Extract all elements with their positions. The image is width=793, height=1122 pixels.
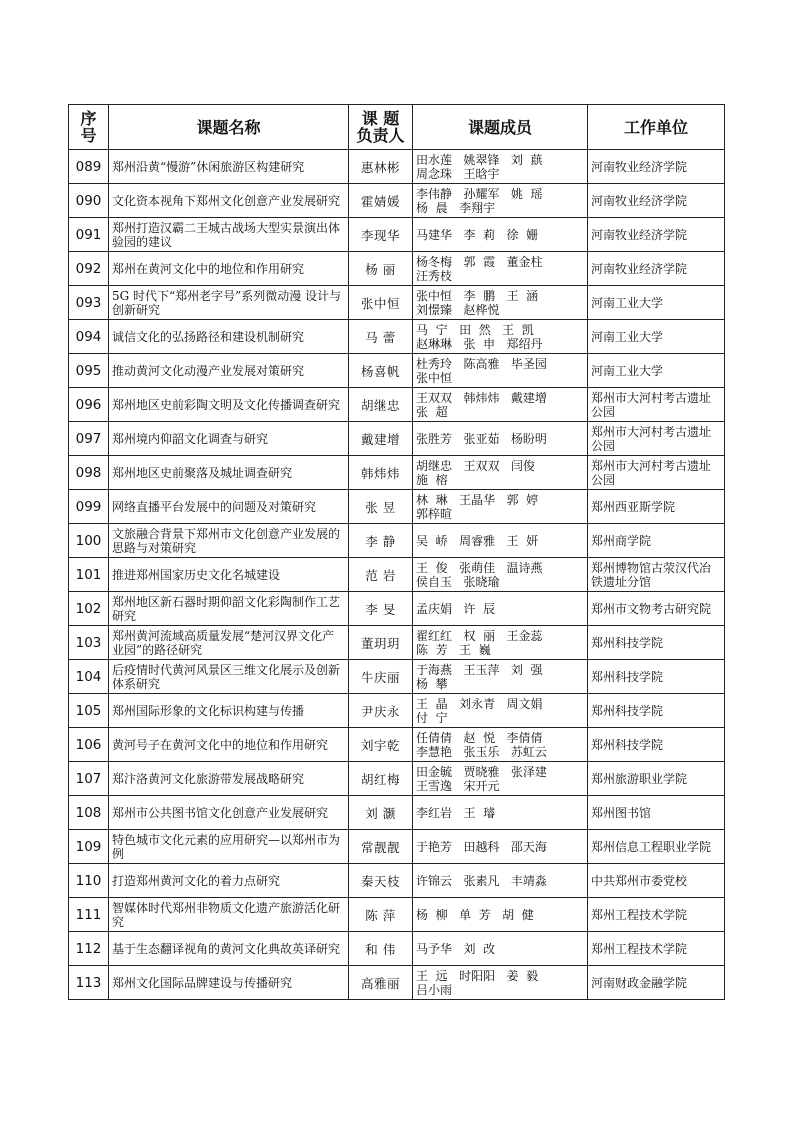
leader-name: 惠林彬 <box>349 150 413 184</box>
row-number: 102 <box>69 592 109 626</box>
table-row <box>69 252 725 286</box>
leader-name: 胡继忠 <box>349 388 413 422</box>
topic-name: 郑州沿黄“慢游”休闲旅游区构建研究 <box>109 150 349 184</box>
row-number: 098 <box>69 456 109 490</box>
work-unit: 郑州市大河村考古遗址公园 <box>588 456 725 490</box>
work-unit: 郑州商学院 <box>588 524 725 558</box>
members-list: 王 远 时阳阳 姜 毅 吕小雨 <box>413 966 588 1000</box>
table-row <box>69 932 725 966</box>
topic-name: 郑州境内仰韶文化调查与研究 <box>109 422 349 456</box>
work-unit: 郑州科技学院 <box>588 728 725 762</box>
topic-name: 黄河号子在黄河文化中的地位和作用研究 <box>109 728 349 762</box>
work-unit: 郑州工程技术学院 <box>588 932 725 966</box>
row-number: 093 <box>69 286 109 320</box>
row-number: 089 <box>69 150 109 184</box>
row-number: 104 <box>69 660 109 694</box>
leader-name: 李 旻 <box>349 592 413 626</box>
topic-name: 文化资本视角下郑州文化创意产业发展研究 <box>109 184 349 218</box>
leader-name: 范 岩 <box>349 558 413 592</box>
row-number: 099 <box>69 490 109 524</box>
members-list: 王双双 韩炜炜 戴建增 张 超 <box>413 388 588 422</box>
members-list: 于海燕 王玉萍 刘 强 杨 攀 <box>413 660 588 694</box>
table-row <box>69 320 725 354</box>
work-unit: 河南牧业经济学院 <box>588 150 725 184</box>
work-unit: 郑州科技学院 <box>588 626 725 660</box>
topic-name: 郑州打造汉霸二王城古战场大型实景演出体验园的建议 <box>109 218 349 252</box>
topic-name: 郑州在黄河文化中的地位和作用研究 <box>109 252 349 286</box>
topic-name: 特色城市文化元素的应用研究—以郑州市为例 <box>109 830 349 864</box>
row-number: 112 <box>69 932 109 966</box>
members-list: 王 俊 张萌佳 温诗燕 侯自玉 张晓瑜 <box>413 558 588 592</box>
table-row <box>69 524 725 558</box>
row-number: 094 <box>69 320 109 354</box>
table-row <box>69 184 725 218</box>
members-list: 任倩倩 赵 悦 李倩倩 李慧艳 张玉乐 苏虹云 <box>413 728 588 762</box>
work-unit: 郑州图书馆 <box>588 796 725 830</box>
members-list: 林 琳 王晶华 郭 婷 郭梓暄 <box>413 490 588 524</box>
topic-name: 后疫情时代黄河风景区三维文化展示及创新体系研究 <box>109 660 349 694</box>
leader-name: 和 伟 <box>349 932 413 966</box>
row-number: 100 <box>69 524 109 558</box>
topic-name: 郑州地区史前聚落及城址调查研究 <box>109 456 349 490</box>
work-unit: 中共郑州市委党校 <box>588 864 725 898</box>
members-list: 马 宁 田 然 王 凯 赵琳琳 张 申 郑绍丹 <box>413 320 588 354</box>
work-unit: 河南工业大学 <box>588 320 725 354</box>
leader-name: 尹庆永 <box>349 694 413 728</box>
work-unit: 郑州西亚斯学院 <box>588 490 725 524</box>
row-number: 101 <box>69 558 109 592</box>
topic-name: 郑州国际形象的文化标识构建与传播 <box>109 694 349 728</box>
topic-name: 郑州地区新石器时期仰韶文化彩陶制作工艺研究 <box>109 592 349 626</box>
row-number: 108 <box>69 796 109 830</box>
row-number: 111 <box>69 898 109 932</box>
leader-name: 陈 萍 <box>349 898 413 932</box>
header-unit: 工作单位 <box>588 105 725 150</box>
leader-name: 霍婧媛 <box>349 184 413 218</box>
table-row <box>69 150 725 184</box>
topic-name: 基于生态翻译视角的黄河文化典故英译研究 <box>109 932 349 966</box>
table-row <box>69 286 725 320</box>
leader-name: 张中恒 <box>349 286 413 320</box>
topic-name: 推动黄河文化动漫产业发展对策研究 <box>109 354 349 388</box>
members-list: 于艳芳 田越科 邵天海 <box>413 830 588 864</box>
research-topics-table <box>68 104 725 1000</box>
table-body <box>69 150 725 1000</box>
work-unit: 河南工业大学 <box>588 286 725 320</box>
leader-name: 胡红梅 <box>349 762 413 796</box>
work-unit: 郑州市大河村考古遗址公园 <box>588 388 725 422</box>
table-row <box>69 456 725 490</box>
members-list: 杨冬梅 郭 霞 董金柱 汪秀枝 <box>413 252 588 286</box>
row-number: 103 <box>69 626 109 660</box>
work-unit: 河南牧业经济学院 <box>588 184 725 218</box>
work-unit: 郑州博物馆古荥汉代冶铁遗址分馆 <box>588 558 725 592</box>
leader-name: 李 静 <box>349 524 413 558</box>
work-unit: 河南牧业经济学院 <box>588 218 725 252</box>
members-list: 李红岩 王 璿 <box>413 796 588 830</box>
topic-name: 郑州市公共图书馆文化创意产业发展研究 <box>109 796 349 830</box>
header-topic-name: 课题名称 <box>109 105 349 150</box>
work-unit: 河南财政金融学院 <box>588 966 725 1000</box>
members-list: 田水莲 姚翠锋 刘 蕻 周念珠 王晗宇 <box>413 150 588 184</box>
table-row <box>69 898 725 932</box>
table-row <box>69 422 725 456</box>
row-number: 095 <box>69 354 109 388</box>
row-number: 096 <box>69 388 109 422</box>
table-row <box>69 728 725 762</box>
table-row <box>69 966 725 1000</box>
work-unit: 河南牧业经济学院 <box>588 252 725 286</box>
work-unit: 郑州工程技术学院 <box>588 898 725 932</box>
leader-name: 戴建增 <box>349 422 413 456</box>
row-number: 109 <box>69 830 109 864</box>
topic-name: 郑州黄河流域高质量发展“楚河汉界文化产业园”的路径研究 <box>109 626 349 660</box>
table-row <box>69 558 725 592</box>
row-number: 107 <box>69 762 109 796</box>
members-list: 杨 柳 单 芳 胡 健 <box>413 898 588 932</box>
header-row <box>69 105 725 150</box>
members-list: 翟红红 权 丽 王金蕊 陈 芳 王 巍 <box>413 626 588 660</box>
leader-name: 刘 灏 <box>349 796 413 830</box>
members-list: 马建华 李 莉 徐 姗 <box>413 218 588 252</box>
row-number: 105 <box>69 694 109 728</box>
leader-name: 高雅丽 <box>349 966 413 1000</box>
leader-name: 杨 丽 <box>349 252 413 286</box>
work-unit: 河南工业大学 <box>588 354 725 388</box>
topic-name: 文旅融合背景下郑州市文化创意产业发展的思路与对策研究 <box>109 524 349 558</box>
header-leader: 课 题 负责人 <box>349 105 413 150</box>
topic-name: 智媒体时代郑州非物质文化遗产旅游活化研究 <box>109 898 349 932</box>
work-unit: 郑州信息工程职业学院 <box>588 830 725 864</box>
members-list: 李伟静 孙耀军 姚 瑶 杨 晨 李翔宇 <box>413 184 588 218</box>
topic-name: 郑州文化国际品牌建设与传播研究 <box>109 966 349 1000</box>
leader-name: 杨喜帆 <box>349 354 413 388</box>
row-number: 090 <box>69 184 109 218</box>
header-members: 课题成员 <box>413 105 588 150</box>
leader-name: 李现华 <box>349 218 413 252</box>
work-unit: 郑州科技学院 <box>588 694 725 728</box>
table-row <box>69 660 725 694</box>
table-row <box>69 864 725 898</box>
leader-name: 马 蕾 <box>349 320 413 354</box>
topic-name: 郑州地区史前彩陶文明及文化传播调查研究 <box>109 388 349 422</box>
row-number: 097 <box>69 422 109 456</box>
work-unit: 郑州科技学院 <box>588 660 725 694</box>
leader-name: 韩炜炜 <box>349 456 413 490</box>
leader-name: 牛庆丽 <box>349 660 413 694</box>
members-list: 胡继忠 王双双 闫俊 施 榕 <box>413 456 588 490</box>
members-list: 田金毓 贾晓雅 张泽建 王雪逸 宋开元 <box>413 762 588 796</box>
table-row <box>69 490 725 524</box>
table-row <box>69 626 725 660</box>
leader-name: 张 昱 <box>349 490 413 524</box>
topic-name: 打造郑州黄河文化的着力点研究 <box>109 864 349 898</box>
table-row <box>69 592 725 626</box>
row-number: 106 <box>69 728 109 762</box>
topic-name: 5G 时代下“郑州老字号”系列微动漫 设计与创新研究 <box>109 286 349 320</box>
members-list: 马予华 刘 改 <box>413 932 588 966</box>
members-list: 张中恒 李 鹏 王 涵 刘憬臻 赵桦悦 <box>413 286 588 320</box>
work-unit: 郑州旅游职业学院 <box>588 762 725 796</box>
members-list: 张胜芳 张亚茹 杨盼明 <box>413 422 588 456</box>
row-number: 091 <box>69 218 109 252</box>
members-list: 杜秀玲 陈高雅 毕圣园 张中恒 <box>413 354 588 388</box>
table-row <box>69 830 725 864</box>
leader-name: 董玥玥 <box>349 626 413 660</box>
table-row <box>69 796 725 830</box>
row-number: 113 <box>69 966 109 1000</box>
topic-name: 推进郑州国家历史文化名城建设 <box>109 558 349 592</box>
header-no: 序 号 <box>69 105 109 150</box>
table-row <box>69 218 725 252</box>
work-unit: 郑州市大河村考古遗址公园 <box>588 422 725 456</box>
members-list: 吴 峤 周睿雅 王 妍 <box>413 524 588 558</box>
work-unit: 郑州市文物考古研究院 <box>588 592 725 626</box>
leader-name: 刘宇乾 <box>349 728 413 762</box>
members-list: 许锦云 张素凡 丰靖淼 <box>413 864 588 898</box>
row-number: 092 <box>69 252 109 286</box>
table-row <box>69 762 725 796</box>
row-number: 110 <box>69 864 109 898</box>
table-row <box>69 354 725 388</box>
topic-name: 郑汴洛黄河文化旅游带发展战略研究 <box>109 762 349 796</box>
members-list: 孟庆娟 许 辰 <box>413 592 588 626</box>
leader-name: 秦天枝 <box>349 864 413 898</box>
topic-name: 诚信文化的弘扬路径和建设机制研究 <box>109 320 349 354</box>
leader-name: 常靓靓 <box>349 830 413 864</box>
table-row <box>69 388 725 422</box>
topic-name: 网络直播平台发展中的问题及对策研究 <box>109 490 349 524</box>
members-list: 王 晶 刘永青 周文娟 付 宁 <box>413 694 588 728</box>
table-row <box>69 694 725 728</box>
